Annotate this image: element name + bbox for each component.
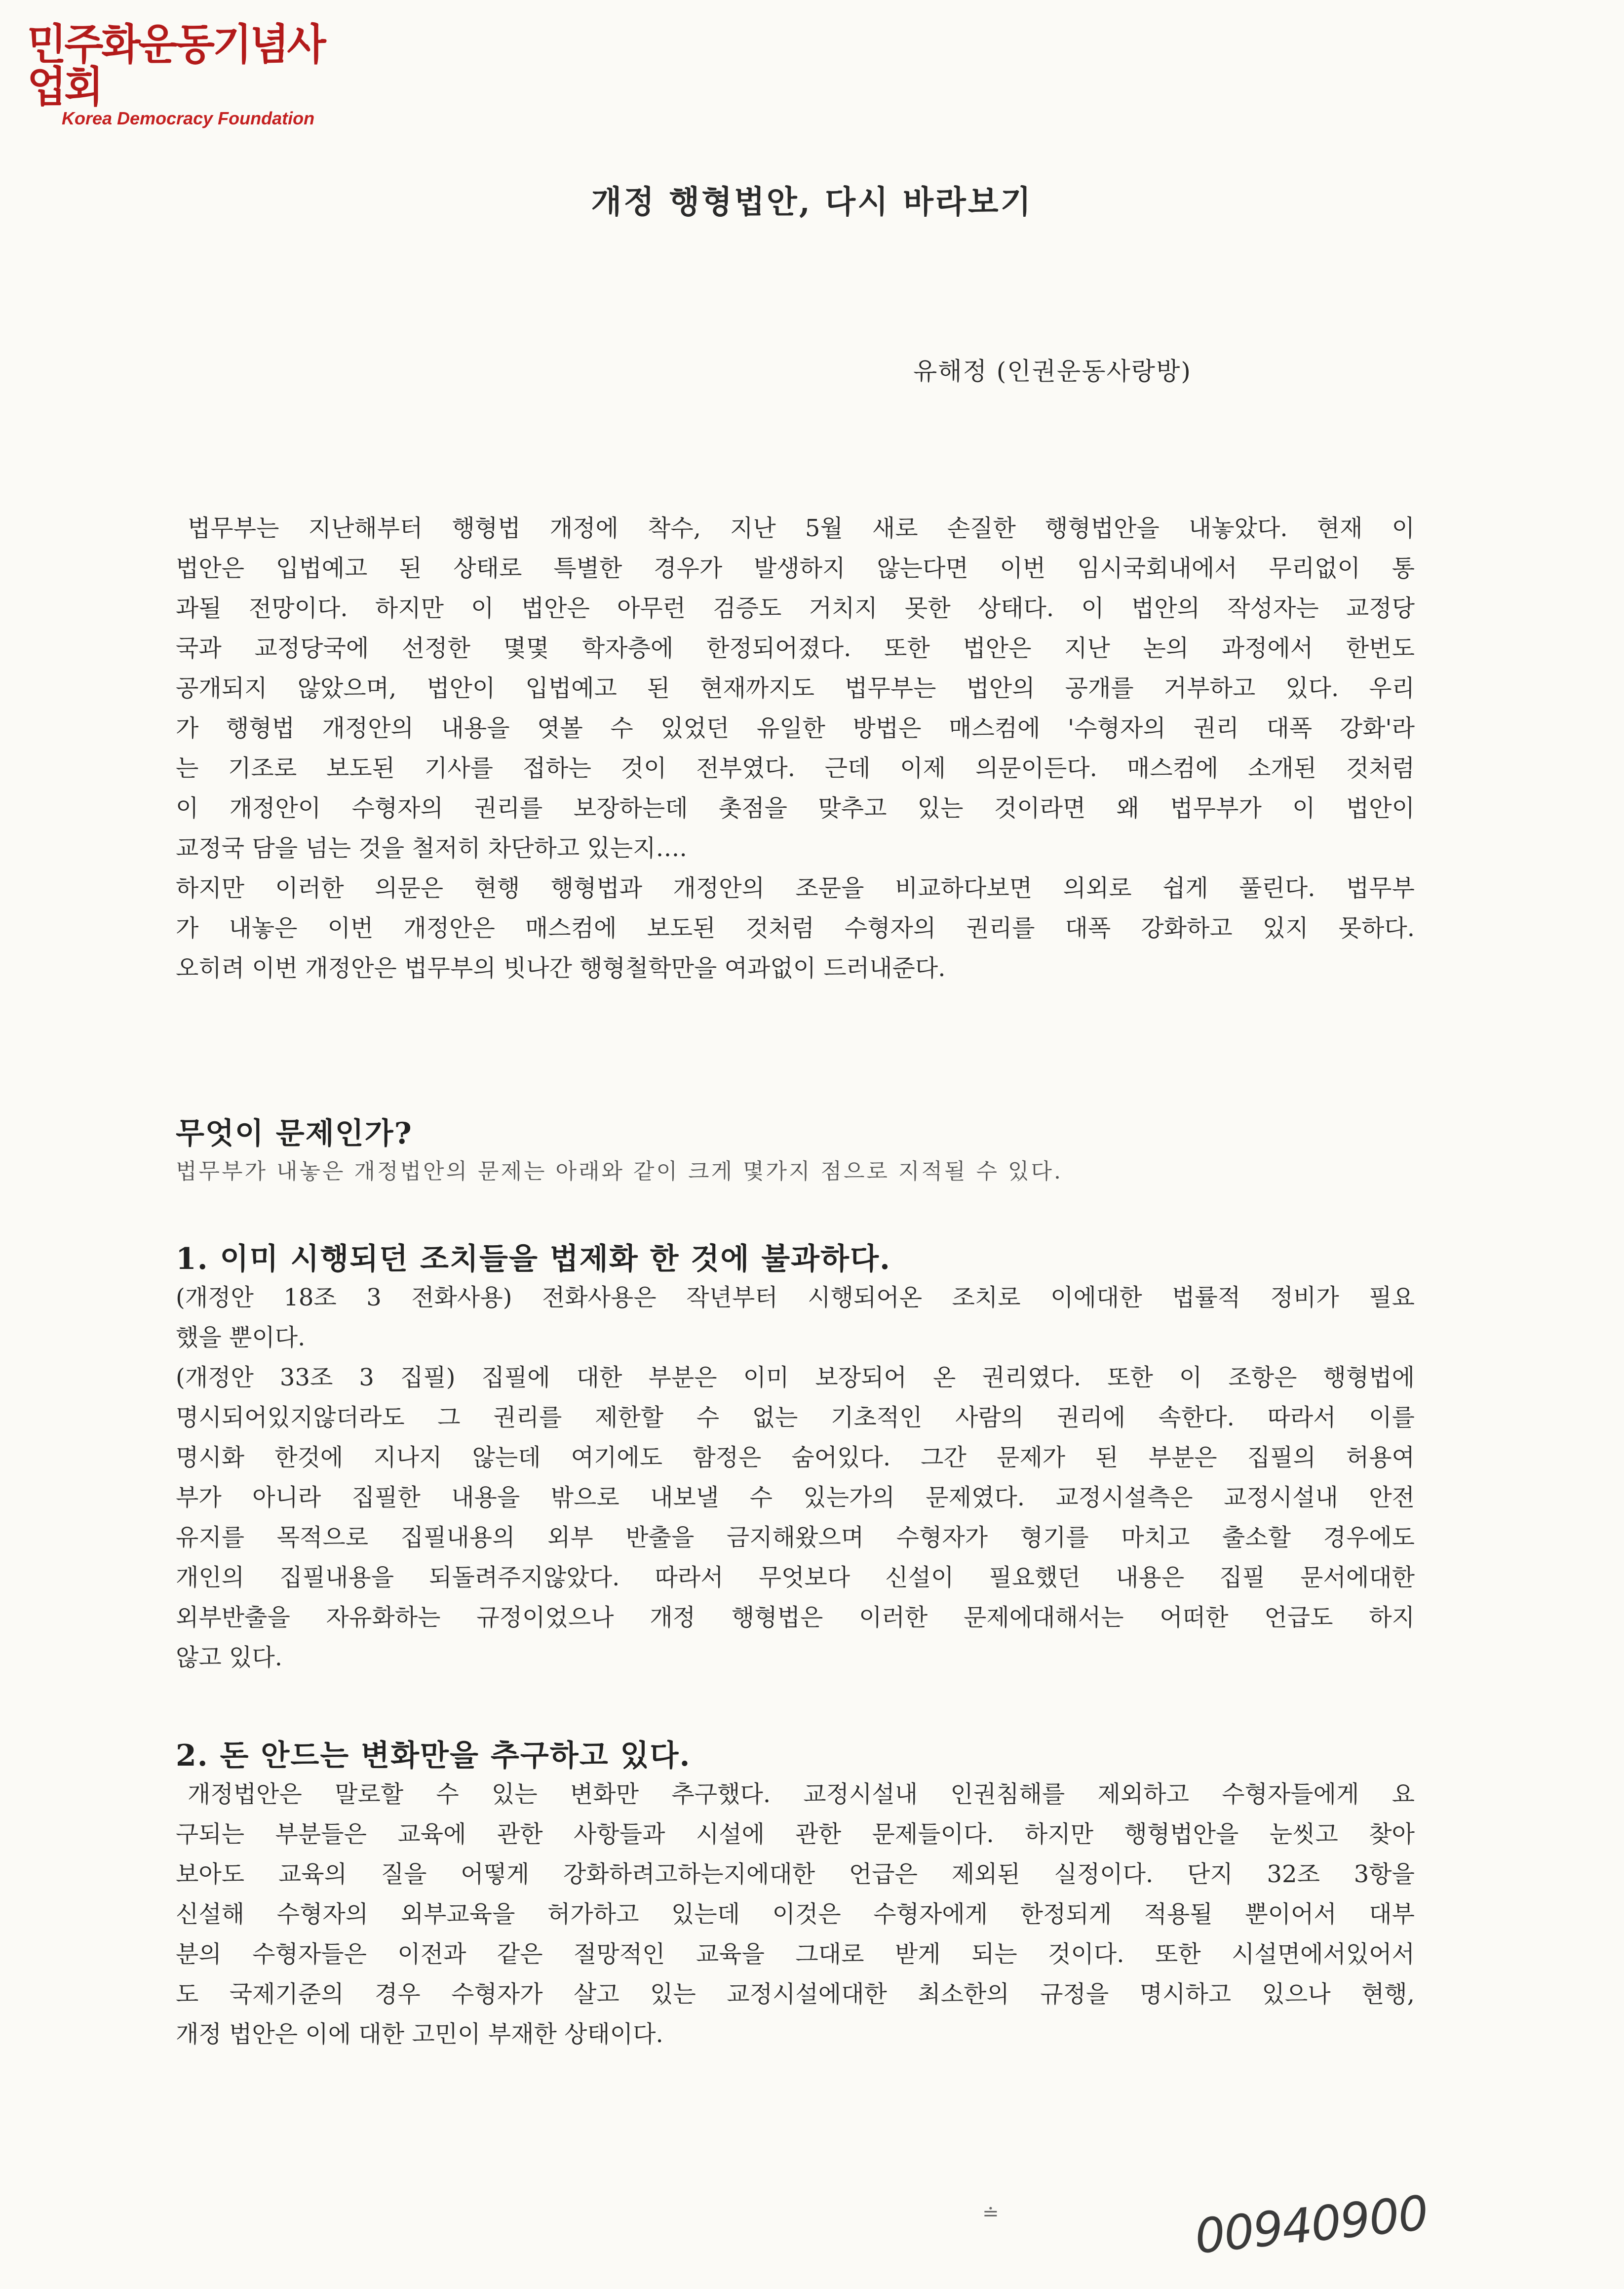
text-line: 교정국 담을 넘는 것을 철저히 차단하고 있는지…. [176, 834, 687, 862]
text-line: 부가 아니라 집필한 내용을 밖으로 내보낼 수 있는가의 문제였다. 교정시설측은 교정시설내 안전 [176, 1484, 1415, 1511]
text-line: 개인의 집필내용을 되돌려주지않았다. 따라서 무엇보다 신설이 필요했던 내용은 집필 문서에대한 [176, 1564, 1415, 1591]
text-line: 분의 수형자들은 이전과 같은 절망적인 교육을 그대로 받게 되는 것이다. 또한 시설면에서있어서 [176, 1940, 1415, 1968]
text-line: 가 행형법 개정안의 내용을 엿볼 수 있었던 유일한 방법은 매스컴에 '수형자의 권리 대폭 강화'라 [176, 714, 1415, 742]
text-line: 않고 있다. [176, 1644, 282, 1671]
text-line: 는 기조로 보도된 기사를 접하는 것이 전부였다. 근데 이제 의문이든다. 매스컴에 소개된 것처럼 [176, 754, 1415, 782]
text-line: 구되는 부분들은 교육에 관한 사항들과 시설에 관한 문제들이다. 하지만 행형법안을 눈씻고 찾아 [176, 1820, 1415, 1848]
logo-english-text: Korea Democracy Foundation [62, 108, 315, 128]
text-line: 법안은 입법예고 된 상태로 특별한 경우가 발생하지 않는다면 이번 임시국회내에서 무리없이 통 [176, 554, 1415, 582]
text-line: 개정 법안은 이에 대한 고민이 부재한 상태이다. [176, 2020, 663, 2048]
text-line: 과될 전망이다. 하지만 이 법안은 아무런 검증도 거치지 못한 상태다. 이 법안의 작성자는 교정당 [176, 594, 1415, 622]
intro-paragraph [176, 509, 1415, 988]
archive-stamp-number: 00940900 [1192, 2185, 1431, 2265]
foundation-logo [27, 20, 343, 128]
text-line: 명시화 한것에 지나지 않는데 여기에도 함정은 숨어있다. 그간 문제가 된 부분은 집필의 허용여 [176, 1444, 1415, 1471]
section-heading-2: 2. 돈 안드는 변화만을 추구하고 있다. [176, 1738, 691, 1773]
text-line: 법무부는 지난해부터 행형법 개정에 착수, 지난 5월 새로 손질한 행형법안을 내놓았다. 현재 이 [188, 514, 1415, 542]
text-line: 도 국제기준의 경우 수형자가 살고 있는 교정시설에대한 최소한의 규정을 명시하고 있으나 현행, [176, 1980, 1415, 2008]
section-question-intro: 법무부가 내놓은 개정법안의 문제는 아래와 같이 크게 몇가지 점으로 지적될 수 있다. [176, 1159, 1063, 1184]
section-1-body [176, 1278, 1415, 1678]
text-line: 하지만 이러한 의문은 현행 행형법과 개정안의 조문을 비교하다보면 의외로 쉽게 풀린다. 법무부 [176, 874, 1415, 902]
page-mark: ≐ [982, 2202, 999, 2225]
section-heading-question: 무엇이 문제인가? [176, 1116, 413, 1151]
text-line: 가 내놓은 이번 개정안은 매스컴에 보도된 것처럼 수형자의 권리를 대폭 강화하고 있지 못하다. [176, 914, 1415, 942]
text-line: 보아도 교육의 질을 어떻게 강화하려고하는지에대한 언급은 제외된 실정이다. 단지 32조 3항을 [176, 1860, 1415, 1888]
document-title: 개정 행형법안, 다시 바라보기 [591, 184, 1033, 221]
text-line: 공개되지 않았으며, 법안이 입법예고 된 현재까지도 법무부는 법안의 공개를 거부하고 있다. 우리 [176, 674, 1415, 702]
text-line: 유지를 목적으로 집필내용의 외부 반출을 금지해왔으며 수형자가 형기를 마치고 출소할 경우에도 [176, 1524, 1415, 1551]
text-line: 이 개정안이 수형자의 권리를 보장하는데 촛점을 맞추고 있는 것이라면 왜 법무부가 이 법안이 [176, 794, 1415, 822]
logo-korean-text: 민주화운동기념사업회 [27, 20, 324, 112]
text-line: 오히려 이번 개정안은 법무부의 빗나간 행형철학만을 여과없이 드러내준다. [176, 954, 946, 982]
section-heading-1: 1. 이미 시행되던 조치들을 법제화 한 것에 불과하다. [176, 1242, 891, 1276]
text-line: 신설해 수형자의 외부교육을 허가하고 있는데 이것은 수형자에게 한정되게 적용될 뿐이어서 대부 [176, 1900, 1415, 1928]
text-line: (개정안 33조 3 집필) 집필에 대한 부분은 이미 보장되어 온 권리였다. 또한 이 조항은 행형법에 [176, 1364, 1415, 1391]
text-line: 외부반출을 자유화하는 규정이었으나 개정 행형법은 이러한 문제에대해서는 어떠한 언급도 하지 [176, 1604, 1415, 1631]
document-author: 유해정 (인권운동사랑방) [913, 357, 1192, 386]
section-2-body [176, 1775, 1415, 2054]
text-line: 개정법안은 말로할 수 있는 변화만 추구했다. 교정시설내 인권침해를 제외하고 수형자들에게 요 [188, 1780, 1415, 1808]
text-line: 명시되어있지않더라도 그 권리를 제한할 수 없는 기초적인 사람의 권리에 속한다. 따라서 이를 [176, 1404, 1415, 1431]
text-line: (개정안 18조 3 전화사용) 전화사용은 작년부터 시행되어온 조치로 이에대한 법률적 정비가 필요 [176, 1284, 1415, 1311]
text-line: 국과 교정당국에 선정한 몇몇 학자층에 한정되어졌다. 또한 법안은 지난 논의 과정에서 한번도 [176, 634, 1415, 662]
text-line: 했을 뿐이다. [176, 1324, 306, 1351]
